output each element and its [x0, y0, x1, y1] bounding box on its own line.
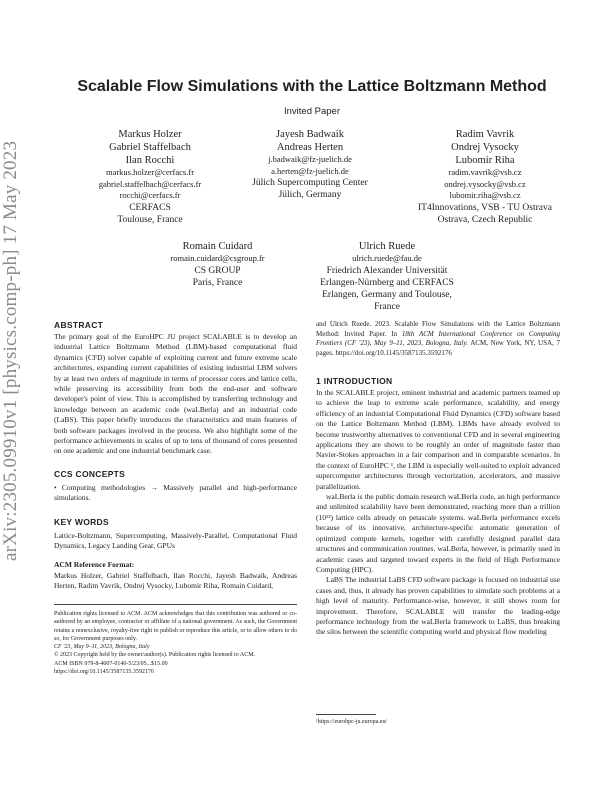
intro-paragraph: waLBerla is the public domain research waLBerla code, an high performance and unlimited scalability have been demonstrated, reaching more than a trillion (10¹²) lattice cells already on petascale systems. waLBerla performance excels because of its innovative, architecture-specific automatic generation of optimized compute kernels, together with carefully designed parallel data structures and communication routines. waLBerla, however, is primarily used in academic cases and targeted toward experts in the field of High Performance Computing (HPC).: [316, 492, 560, 574]
author-email: ondrej.vysocky@vsb.cz: [444, 178, 526, 189]
author-affiliation: Jülich Supercomputing Center: [252, 178, 368, 188]
author-block-2: [230, 128, 390, 201]
author-email: gabriel.staffelbach@cerfacs.fr: [98, 178, 202, 189]
acm-ref-heading: ACM Reference Format:: [54, 560, 135, 569]
footnote-divider: [316, 714, 376, 715]
author-block-5: [302, 240, 472, 313]
author-name: Ondrej Vysocky: [451, 142, 519, 153]
author-affiliation: Jülich, Germany: [278, 190, 342, 200]
conference-line: CF '23, May 9–11, 2023, Bologna, Italy: [54, 644, 150, 651]
abstract-heading: ABSTRACT: [54, 320, 104, 330]
copyright-notice: [54, 610, 297, 676]
intro-paragraph: LaBS The industrial LaBS CFD software package is focused on industrial use cases and, thus, it already has proven capabilities to simulate such problems at a high level of maturity. Performance-wise, however, it still shows room for improvement. Therefore, SCALABLE will transfer the leading-edge performance technology from the waLBerla framework to LaBS, thus breaking the silos between the scientific computing world and physical flow modeling: [316, 575, 560, 637]
acm-ref-text: Markus Holzer, Gabriel Staffelbach, Ilan Rocchi, Jayesh Badwaik, Andreas Herten, Radim Vavrik, Ondrej Vysocky, Lubomir Riha, Romain Cuidard,: [54, 571, 297, 591]
footnote[interactable]: ¹https://eurohpc-ju.europa.eu/: [316, 719, 388, 725]
paper-subtitle: Invited Paper: [284, 106, 340, 117]
author-email: a.herten@fz-juelich.de: [271, 165, 349, 176]
author-name: Markus Holzer: [118, 129, 182, 140]
author-email: j.badwaik@fz-juelich.de: [268, 154, 352, 164]
copyright-line: © 2023 Copyright held by the owner/author(s). Publication rights licensed to ACM.: [54, 652, 256, 659]
author-affiliation: France: [374, 301, 400, 312]
author-email: ulrich.ruede@fau.de: [352, 253, 422, 263]
abstract-text: The primary goal of the EuroHPC JU project SCALABLE is to develop an industrial Lattice Boltzmann Method (LBM)-based computational fluid dynamics (CFD) solver capable of exploiting current and future extreme scale architectures, expanding current capabilities of existing industrial LBM solvers by at least two orders of magnitude in terms of processor cores and lattice cells, while preserving its accessibility from both the end-user and software developer's point of view. This is accomplished by transferring technology and knowledge between an academic code (waLBerla) and an industrial code (LaBS). This paper briefly introduces the characteristics and main features of both software packages involved in the process. We also highlight some of the performance achievements in scales of up to tens of thousand of cores presented on one academic and one industrial benchmark case.: [54, 332, 297, 456]
author-email: romain.cuidard@csgroup.fr: [170, 253, 265, 263]
author-block-1: [70, 128, 230, 226]
author-name: Gabriel Staffelbach: [109, 142, 191, 153]
author-affiliation: CS GROUP: [194, 265, 241, 276]
copyright-divider: [54, 604, 297, 605]
author-name: Andreas Herten: [276, 142, 344, 153]
author-email: rocchi@cerfacs.fr: [119, 190, 181, 200]
author-affiliation: IT4Innovations, VSB - TU Ostrava: [418, 202, 552, 213]
ccs-heading: CCS CONCEPTS: [54, 469, 126, 479]
intro-heading: 1 INTRODUCTION: [316, 376, 393, 386]
author-block-4: [135, 240, 300, 289]
rights-statement: Publication rights licensed to ACM. ACM acknowledges that this contribution was authored or co-authored by an employee, contractor or affiliate of a national government. As such, the Government retains a nonexclusive, royalty-free right to publish or reproduce this article, or to allow others to do so, for Government purposes only.: [54, 611, 297, 642]
ccs-text: • Computing methodologies → Massively parallel and high-performance simulations.: [54, 483, 297, 503]
author-name: Ulrich Ruede: [358, 241, 416, 252]
intro-body: [316, 388, 560, 638]
author-affiliation: Paris, France: [192, 277, 243, 288]
author-name: Radim Vavrik: [455, 129, 515, 140]
author-affiliation: Erlangen, Germany and Toulouse,: [322, 289, 452, 300]
author-name: Romain Cuidard: [182, 241, 253, 252]
isbn-line: ACM ISBN 979-8-4007-0140-5/23/05...$15.00: [54, 660, 168, 667]
author-affiliation: CERFACS: [129, 202, 171, 213]
author-email: lubomir.riha@vsb.cz: [449, 190, 521, 200]
keywords-heading: KEY WORDS: [54, 517, 109, 527]
arxiv-stamp: arXiv:2305.09910v1 [physics.comp-ph] 17 May 2023: [0, 140, 21, 561]
author-email: markus.holzer@cerfacs.fr: [105, 167, 195, 177]
author-name: Ilan Rocchi: [125, 155, 175, 166]
author-name: Jayesh Badwaik: [276, 129, 344, 140]
author-affiliation: Friedrich Alexander Universität: [326, 265, 448, 276]
doi-link[interactable]: https://doi.org/10.1145/3587135.3592176: [54, 669, 154, 676]
author-affiliation: Toulouse, France: [117, 214, 183, 225]
author-name: Lubomir Riha: [455, 155, 515, 166]
keywords-text: Lattice-Boltzmann, Supercomputing, Massively-Parallel, Computational Fluid Dynamics, Legacy Landing Gear, GPUs: [54, 531, 297, 551]
intro-paragraph: In the SCALABLE project, eminent industrial and academic partners teamed up to achieve the leap to extreme scale performance, scalability, and energy efficiency of an industrial Computational Fluid Dynamics (CFD) software based on the Lattice Boltzmann Method (LBM). LBMs have already evolved to become trustworthy alternatives to conventional CFD and in several engineering applications they are shown to be roughly an order of magnitude faster than Navier-Stokes approaches in a fair comparison and in comparable scenarios. In the context of EuroHPC ¹, the LBM is especially well-suited to exploit advanced supercomputer architectures through vectorization, accelerators, and massive parallelization.: [316, 388, 560, 491]
author-affiliation: Erlangen-Nürnberg and CERFACS: [320, 277, 454, 288]
paper-title: Scalable Flow Simulations with the Lattice Boltzmann Method: [77, 78, 547, 95]
author-email: radim.vavrik@vsb.cz: [448, 167, 522, 177]
author-affiliation: Ostrava, Czech Republic: [437, 214, 533, 225]
author-block-3: [405, 128, 565, 226]
acm-ref-continued: and Ulrich Ruede. 2023. Scalable Flow Simulations with the Lattice Boltzmann Method: Invited Paper. In 18th ACM International Conference on Computing Frontiers (CF '23), May 9–11, 2023, Bologna, Italy. ACM, New York, NY, USA, 7 pages. https://doi.org/10.1145/3587135.3592176: [316, 320, 561, 357]
